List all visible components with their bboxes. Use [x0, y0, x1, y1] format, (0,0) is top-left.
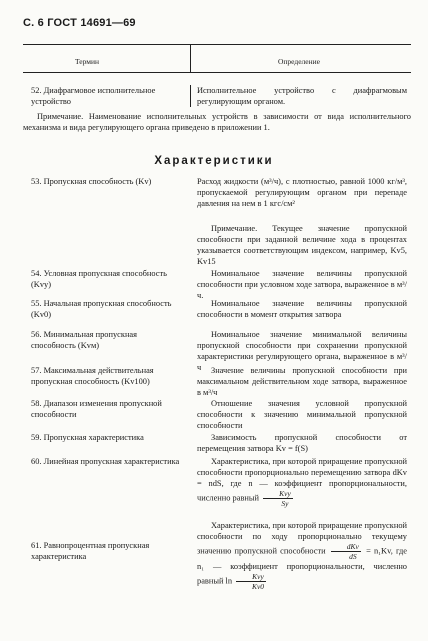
definition-52: Исполнительное устройство с диафрагмовым регулирующим органом.	[197, 86, 407, 106]
formula-rhs: = n₁Kv,	[366, 546, 393, 556]
term-57: 57. Максимальная действительная пропускная способность (Kv100)	[31, 366, 154, 386]
term-53: 53. Пропускная способность (Kv)	[31, 177, 152, 186]
definition-54: Номинальное значение величины пропускной способности при условном ходе затвора, выраженное в м³/ч.	[197, 269, 407, 300]
fraction-numerator: Kvy	[263, 489, 293, 499]
term-61: 61. Равнопроцентная пропускная характеристика	[31, 541, 150, 561]
fraction-kvy-over-kv0	[236, 572, 266, 591]
definition-61	[197, 520, 407, 591]
term-52: 52. Диафрагмовое исполнительное устройство	[31, 86, 156, 106]
header-column-divider	[190, 44, 191, 72]
section-title: Характеристики	[154, 155, 274, 167]
column-header-term: Термин	[75, 57, 100, 66]
definition-60-text: Характеристика, при которой приращение пропускной способности пропорционально перемещению затвора dKv = ndS, где n — коэффициент пропорциональности, численно равный	[197, 457, 407, 503]
fraction-denominator: dS	[349, 552, 357, 561]
fraction-dkv-over-ds	[331, 542, 361, 561]
term-59: 59. Пропускная характеристика	[31, 433, 144, 442]
fraction-denominator: Sy	[281, 499, 289, 508]
fraction-kvy-over-sy	[263, 489, 293, 508]
fraction-numerator: Kvy	[236, 572, 266, 582]
definition-61-coefficient: где n₁ — коэффициент пропорциональности, численно равный ln	[197, 546, 408, 586]
definition-61-text: Характеристика, при которой приращение пропускной способности по ходу пропорционально текущему значению пропускной способности	[197, 521, 407, 556]
definition-59: Зависимость пропускной способности от перемещения затвора Kv = f(S)	[197, 433, 407, 453]
term-60: 60. Линейная пропускная характеристика	[31, 457, 180, 466]
definition-56: Номинальное значение минимальной величины пропускной способности при сохранении пропускной характеристики регулирующего органа, выраженное в м³/ч	[197, 330, 407, 372]
definition-53: Расход жидкости (м³/ч), с плотностью, равной 1000 кг/м³, пропускаемой регулирующим органом при перепаде давления на нем в 1 кгс/см²	[197, 177, 407, 208]
fraction-numerator: dKv	[331, 542, 361, 552]
term-58: 58. Диапазон изменения пропускной способности	[31, 399, 162, 419]
definition-53-note: Примечание. Текущее значение пропускной способности при заданной величине хода в процентах указывается соответствующим индексом, например, Kv5, Kv15	[197, 224, 407, 266]
table-top-rule	[23, 44, 411, 45]
fraction-denominator: Kv0	[251, 582, 265, 591]
table-header-rule	[23, 72, 411, 73]
page-header: С. 6 ГОСТ 14691—69	[23, 17, 136, 29]
note-actuator-names: Примечание. Наименование исполнительных устройств в зависимости от вида исполнительного механизма и вида регулирующего органа приведено в приложении 1.	[23, 112, 411, 132]
term-55: 55. Начальная пропускная способность (Kv0)	[31, 299, 172, 319]
definition-57: Значение величины пропускной способности при максимальном действительном ходе затвора, выраженное в м³/ч	[197, 366, 407, 397]
term-56: 56. Минимальная пропускная способность (Kvм)	[31, 330, 137, 350]
definition-60	[197, 456, 407, 508]
definition-58: Отношение значения условной пропускной способности к значению минимальной пропускной способности	[197, 399, 407, 430]
term-54: 54. Условная пропускная способность (Kvy)	[31, 269, 167, 289]
definition-55: Номинальное значение величины пропускной способности в момент открытия затвора	[197, 299, 407, 319]
row-column-divider	[190, 85, 191, 107]
column-header-definition: Определение	[278, 57, 320, 66]
